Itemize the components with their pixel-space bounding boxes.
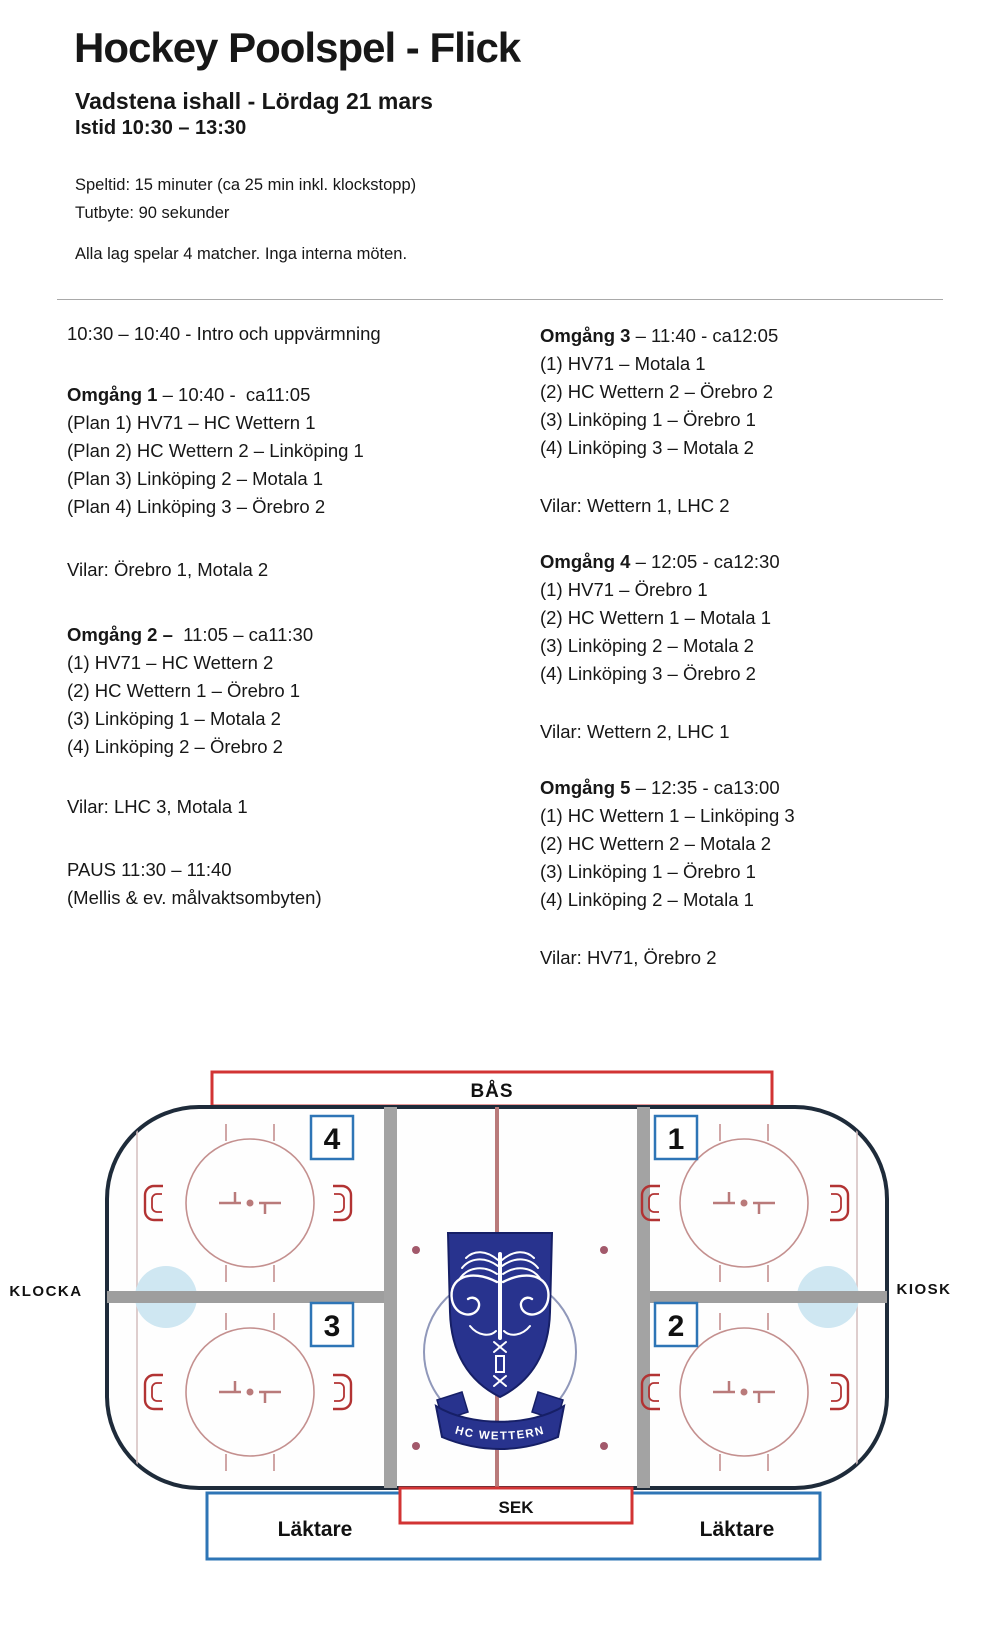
venue-date: Vadstena ishall - Lördag 21 mars <box>75 88 433 114</box>
game-line: (4) Linköping 3 – Motala 2 <box>540 437 754 458</box>
round-5-time: – 12:35 - ca13:00 <box>630 777 780 798</box>
laktare-right-label: Läktare <box>699 1518 775 1541</box>
game-line: (2) HC Wettern 2 – Örebro 2 <box>540 381 774 402</box>
game-line: (1) HV71 – Motala 1 <box>540 353 706 374</box>
round-3-rest: Vilar: Wettern 1, LHC 2 <box>540 495 730 516</box>
zone-bar-vertical <box>637 1107 650 1488</box>
zone-label-3: 3 <box>323 1310 341 1343</box>
game-line: (3) Linköping 2 – Motala 2 <box>540 635 754 656</box>
zone-label-1: 1 <box>667 1123 685 1156</box>
game-line: (1) HV71 – Örebro 1 <box>540 579 708 600</box>
round-5-name: Omgång 5 <box>540 777 631 798</box>
game-line: (Plan 3) Linköping 2 – Motala 1 <box>67 468 324 489</box>
intro-line: 10:30 – 10:40 - Intro och uppvärmning <box>67 323 381 344</box>
page-title: Hockey Poolspel - Flick <box>74 24 521 71</box>
game-line: (2) HC Wettern 2 – Motala 2 <box>540 833 771 854</box>
klocka-label: KLOCKA <box>9 1283 83 1300</box>
game-line: (3) Linköping 1 – Örebro 1 <box>540 409 756 430</box>
game-line: (2) HC Wettern 1 – Motala 1 <box>540 607 771 628</box>
crest-banner-text: HC WETTERN <box>453 1424 547 1443</box>
round-2-title <box>67 621 542 649</box>
faceoff-dot <box>412 1246 420 1254</box>
game-line: (Plan 4) Linköping 3 – Örebro 2 <box>67 496 326 517</box>
sek-label: SEK <box>498 1498 534 1517</box>
game-line: (1) HC Wettern 1 – Linköping 3 <box>540 805 795 826</box>
round-3-time: – 11:40 - ca12:05 <box>630 325 779 346</box>
pause-note: (Mellis & ev. målvaktsombyten) <box>67 887 322 908</box>
divider <box>57 299 943 300</box>
round-4-title <box>540 548 995 576</box>
game-line: (2) HC Wettern 1 – Örebro 1 <box>67 680 301 701</box>
bas-label: BÅS <box>470 1081 514 1102</box>
pause-title: PAUS 11:30 – 11:40 <box>67 859 232 880</box>
game-line: (3) Linköping 1 – Örebro 1 <box>540 861 756 882</box>
round-3-name: Omgång 3 <box>540 325 631 346</box>
game-line: (3) Linköping 1 – Motala 2 <box>67 708 281 729</box>
zone-label-4: 4 <box>323 1123 341 1156</box>
game-line: (Plan 2) HC Wettern 2 – Linköping 1 <box>67 440 364 461</box>
game-line: (1) HV71 – HC Wettern 2 <box>67 652 274 673</box>
round-4-rest: Vilar: Wettern 2, LHC 1 <box>540 721 730 742</box>
round-2-time: 11:05 – ca11:30 <box>172 624 314 645</box>
game-line: (4) Linköping 3 – Örebro 2 <box>540 663 756 684</box>
zone-bar-horizontal <box>650 1291 887 1303</box>
schedule-column-right <box>540 322 995 972</box>
info-block <box>75 171 416 227</box>
round-3-title <box>540 322 995 350</box>
rink-diagram <box>0 1060 1000 1629</box>
round-1-name: Omgång 1 <box>67 384 158 405</box>
game-line: (4) Linköping 2 – Örebro 2 <box>67 736 283 757</box>
faceoff-dot <box>412 1442 420 1450</box>
note-line: Alla lag spelar 4 matcher. Inga interna möten. <box>75 245 408 263</box>
speltid-line: Speltid: 15 minuter (ca 25 min inkl. klockstopp) <box>75 176 417 194</box>
zone-bar-horizontal <box>107 1291 384 1303</box>
schedule-column-left <box>67 320 542 912</box>
faceoff-dot <box>600 1246 608 1254</box>
laktare-left-label: Läktare <box>277 1518 353 1541</box>
zone-label-2: 2 <box>667 1310 685 1343</box>
round-5-title <box>540 774 995 802</box>
round-4-time: – 12:05 - ca12:30 <box>630 551 780 572</box>
faceoff-dot <box>600 1442 608 1450</box>
game-line: (Plan 1) HV71 – HC Wettern 1 <box>67 412 316 433</box>
round-1-rest: Vilar: Örebro 1, Motala 2 <box>67 559 269 580</box>
round-1-time: – 10:40 - ca11:05 <box>157 384 311 405</box>
round-5-rest: Vilar: HV71, Örebro 2 <box>540 947 717 968</box>
tutbyte-line: Tutbyte: 90 sekunder <box>75 204 230 222</box>
zone-bar-vertical <box>384 1107 397 1488</box>
round-4-name: Omgång 4 <box>540 551 631 572</box>
game-line: (4) Linköping 2 – Motala 1 <box>540 889 754 910</box>
round-2-rest: Vilar: LHC 3, Motala 1 <box>67 796 248 817</box>
kiosk-label: KIOSK <box>896 1281 952 1298</box>
round-1-title <box>67 381 542 409</box>
rink-svg <box>0 1060 1000 1629</box>
round-2-name: Omgång 2 – <box>67 624 173 645</box>
ice-time: Istid 10:30 – 13:30 <box>75 117 247 139</box>
